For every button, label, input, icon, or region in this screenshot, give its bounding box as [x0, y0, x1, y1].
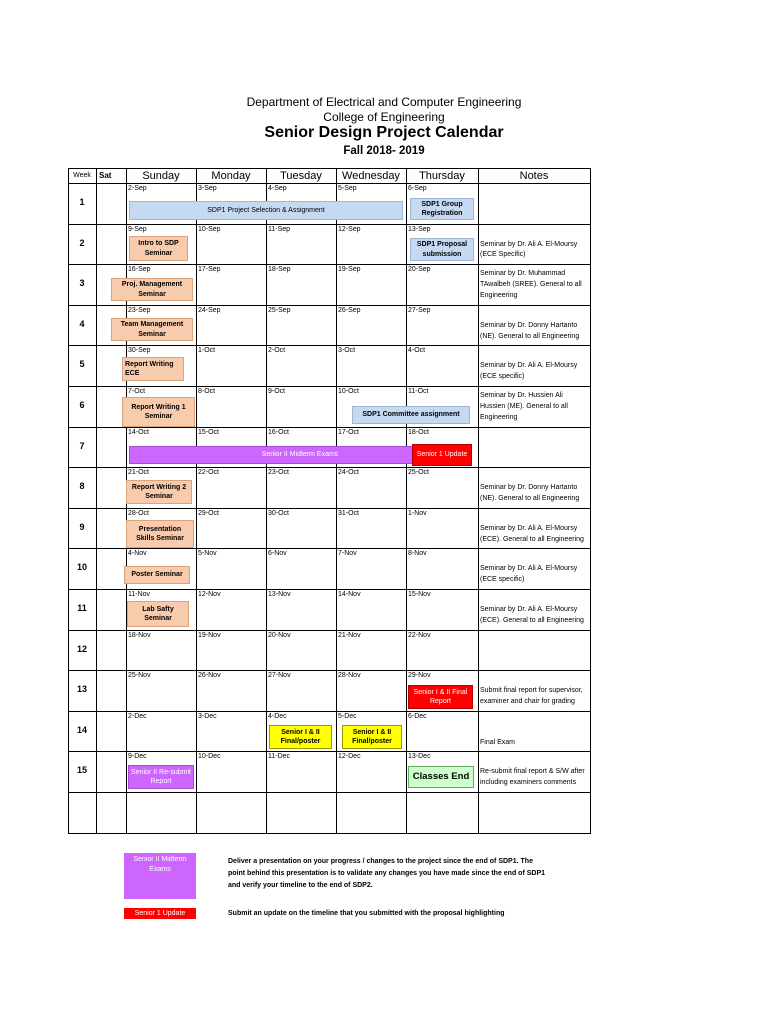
page-title: Senior Design Project Calendar — [264, 124, 504, 141]
day-date: 10-Sep — [198, 225, 221, 233]
week-note: Final Exam — [480, 738, 516, 746]
event-classes-end: Classes End — [408, 766, 474, 788]
week-number: 6 — [79, 400, 85, 410]
day-date: 1-Nov — [408, 509, 427, 517]
day-date: 19-Sep — [338, 266, 361, 274]
calendar-table — [68, 168, 591, 833]
week-note: Submit final report for supervisor, examiner and chair for grading — [480, 687, 583, 706]
event-sdp1-proposal: SDP1 Proposal submission — [410, 238, 474, 261]
term-heading: Fall 2018- 2019 — [343, 145, 425, 157]
week-note: Re-submit final report & S/W after including examiners comments — [480, 768, 585, 787]
day-date: 12-Dec — [338, 753, 361, 761]
event-senior2-midterm: Senior II Midterm Exams — [129, 446, 471, 464]
day-date: 17-Oct — [338, 428, 360, 436]
event-senior1-update: Senior 1 Update — [412, 444, 472, 466]
legend-update-text: Submit an update on the timeline that you submitted with the proposal highlighting — [228, 910, 505, 917]
event-report-writing-ece: Report Writing ECE — [122, 357, 184, 381]
week-note: Seminar by Dr. Ali A. El-Moursy (ECE specific) — [480, 362, 578, 381]
week-note: Seminar by Dr. Ali A. El-Moursy (ECE specific) — [480, 565, 578, 584]
day-date: 31-Oct — [338, 509, 360, 517]
event-team-management: Team Management Seminar — [111, 318, 193, 341]
day-date: 28-Oct — [128, 509, 150, 517]
day-date: 24-Sep — [198, 306, 221, 314]
day-date: 12-Sep — [338, 225, 361, 233]
day-date: 23-Oct — [268, 469, 290, 477]
week-number: 10 — [76, 562, 87, 573]
day-date: 9-Sep — [128, 225, 147, 233]
column-header-sat: Sat — [99, 171, 112, 180]
day-date: 22-Oct — [198, 469, 220, 477]
legend-midterm-text: Deliver a presentation on your progress / changes to the project since the end of SDP1. The point behind this presentation is to validate any changes you have made since the end of SDP1 and verify your timeline to the end of SDP2. — [228, 858, 546, 889]
week-number: 8 — [79, 481, 85, 492]
day-date: 12-Nov — [198, 591, 221, 598]
week-number: 14 — [76, 724, 87, 735]
week-note: Seminar by Dr. Hussien Ali Hussien (ME). General to all Engineering — [480, 392, 568, 421]
day-date: 20-Sep — [408, 266, 431, 274]
day-date: 27-Nov — [268, 672, 291, 680]
day-date: 10-Dec — [198, 753, 221, 761]
week-note: Seminar by Dr. Ali A. El-Moursy (ECE). General to all Engineering — [480, 606, 584, 624]
column-header-monday: Monday — [211, 170, 251, 182]
day-date: 15-Nov — [408, 591, 431, 598]
day-date: 4-Sep — [268, 185, 287, 192]
column-header-week: Week — [73, 172, 91, 179]
day-date: 16-Sep — [128, 266, 151, 274]
day-date: 2-Oct — [268, 347, 286, 355]
day-date: 25-Oct — [408, 469, 430, 477]
day-date: 24-Oct — [338, 469, 360, 477]
week-number: 5 — [79, 359, 85, 370]
department-heading: Department of Electrical and Computer Engineering — [246, 95, 522, 109]
day-date: 15-Oct — [198, 428, 220, 436]
week-note: Seminar by Dr. Ali A. El-Moursy (ECE). General to all Engineering — [480, 524, 584, 543]
day-date: 26-Sep — [338, 306, 361, 314]
day-date: 2-Dec — [128, 712, 147, 720]
day-date: 3-Sep — [198, 185, 217, 192]
week-number: 15 — [76, 765, 87, 776]
day-date: 23-Sep — [128, 306, 151, 314]
event-proj-management: Proj. Management Seminar — [111, 278, 193, 301]
day-date: 29-Nov — [408, 672, 431, 680]
day-date: 6-Nov — [268, 550, 287, 558]
event-report-writing-1: Report Writing 1 Seminar — [122, 397, 195, 427]
day-date: 7-Oct — [128, 388, 146, 395]
column-header-wednesday: Wednesday — [342, 170, 400, 182]
week-note: Seminar by Dr. Donny Hartanto (NE). General to all Engineering — [480, 321, 580, 340]
day-date: 19-Nov — [198, 631, 221, 639]
legend-midterm-swatch: Senior II Midterm Exams — [124, 853, 196, 899]
week-number: 11 — [77, 603, 87, 613]
event-final-poster-wednesday: Senior I & II Final/poster — [342, 725, 402, 749]
day-date: 11-Sep — [268, 225, 291, 233]
day-date: 3-Oct — [338, 347, 356, 355]
column-header-sunday: Sunday — [142, 170, 180, 182]
week-number: 4 — [79, 318, 85, 329]
day-date: 28-Nov — [338, 672, 361, 680]
day-date: 17-Sep — [198, 266, 221, 274]
day-date: 29-Oct — [198, 509, 220, 517]
week-number: 2 — [79, 237, 85, 248]
day-date: 11-Nov — [128, 591, 151, 598]
week-number: 13 — [76, 684, 87, 695]
column-header-tuesday: Tuesday — [280, 170, 322, 182]
day-date: 9-Dec — [128, 753, 147, 761]
event-sdp1-selection: SDP1 Project Selection & Assignment — [129, 201, 403, 220]
day-date: 9-Oct — [268, 388, 286, 395]
event-report-writing-2: Report Writing 2 Seminar — [126, 480, 192, 504]
day-date: 13-Dec — [408, 753, 431, 761]
event-sdp1-committee: SDP1 Committee assignment — [352, 406, 470, 424]
day-date: 2-Sep — [128, 185, 147, 192]
day-date: 16-Oct — [268, 428, 290, 436]
legend-update-swatch: Senior 1 Update — [124, 908, 196, 919]
day-date: 25-Nov — [128, 672, 151, 680]
day-date: 13-Sep — [408, 225, 431, 233]
week-number: 7 — [79, 440, 85, 451]
day-date: 5-Nov — [198, 550, 217, 558]
day-date: 21-Nov — [338, 631, 361, 639]
day-date: 3-Dec — [198, 712, 217, 720]
day-date: 22-Nov — [408, 631, 431, 639]
day-date: 14-Nov — [338, 591, 361, 598]
week-number: 9 — [79, 521, 85, 532]
day-date: 7-Nov — [338, 550, 357, 558]
day-date: 4-Nov — [128, 550, 147, 558]
day-date: 5-Sep — [338, 185, 357, 192]
week-note: Seminar by Dr. Donny Hartanto (NE). General to all Engineering — [480, 484, 580, 503]
day-date: 21-Oct — [128, 469, 150, 477]
day-date: 5-Dec — [338, 712, 357, 720]
event-final-poster-tuesday: Senior I & II Final/poster — [269, 725, 332, 749]
day-date: 18-Oct — [408, 428, 430, 436]
day-date: 18-Nov — [128, 631, 151, 639]
day-date: 1-Oct — [198, 347, 216, 355]
day-date: 25-Sep — [268, 306, 291, 314]
week-number: 3 — [79, 278, 85, 289]
day-date: 8-Oct — [198, 388, 216, 395]
column-header-thursday: Thursday — [419, 170, 465, 182]
week-number: 1 — [79, 197, 85, 207]
event-presentation-skills: Presentation Skills Seminar — [126, 520, 194, 548]
day-date: 20-Nov — [268, 631, 291, 639]
day-date: 14-Oct — [128, 428, 150, 436]
day-date: 10-Oct — [338, 388, 360, 395]
event-senior2-resubmit: Senior II Re-submit Report — [128, 765, 194, 789]
column-header-notes: Notes — [519, 170, 549, 182]
day-date: 11-Oct — [408, 388, 429, 395]
day-date: 4-Oct — [408, 347, 426, 355]
college-heading: College of Engineering — [323, 110, 445, 124]
day-date: 8-Nov — [408, 550, 427, 558]
day-date: 30-Sep — [128, 347, 151, 355]
event-intro-sdp: Intro to SDP Seminar — [129, 236, 188, 261]
day-date: 13-Nov — [268, 591, 291, 598]
event-sdp1-group: SDP1 Group Registration — [410, 198, 474, 220]
event-lab-safety: Lab Safty Seminar — [127, 601, 189, 627]
day-date: 26-Nov — [198, 672, 221, 680]
event-final-report: Senior I & II Final Report — [408, 685, 473, 709]
week-note: Seminar by Dr. Ali A. El-Moursy (ECE Specific) — [480, 240, 578, 259]
day-date: 4-Dec — [268, 712, 287, 720]
week-number: 12 — [76, 643, 87, 654]
day-date: 30-Oct — [268, 509, 290, 517]
day-date: 11-Dec — [268, 753, 291, 761]
day-date: 27-Sep — [408, 306, 431, 314]
day-date: 6-Sep — [408, 185, 427, 192]
event-poster-seminar: Poster Seminar — [124, 566, 190, 584]
week-note: Seminar by Dr. Muhammad TAwalbeh (SREE). General to all Engineering — [480, 270, 582, 300]
day-date: 6-Dec — [408, 712, 427, 720]
day-date: 18-Sep — [268, 266, 291, 274]
